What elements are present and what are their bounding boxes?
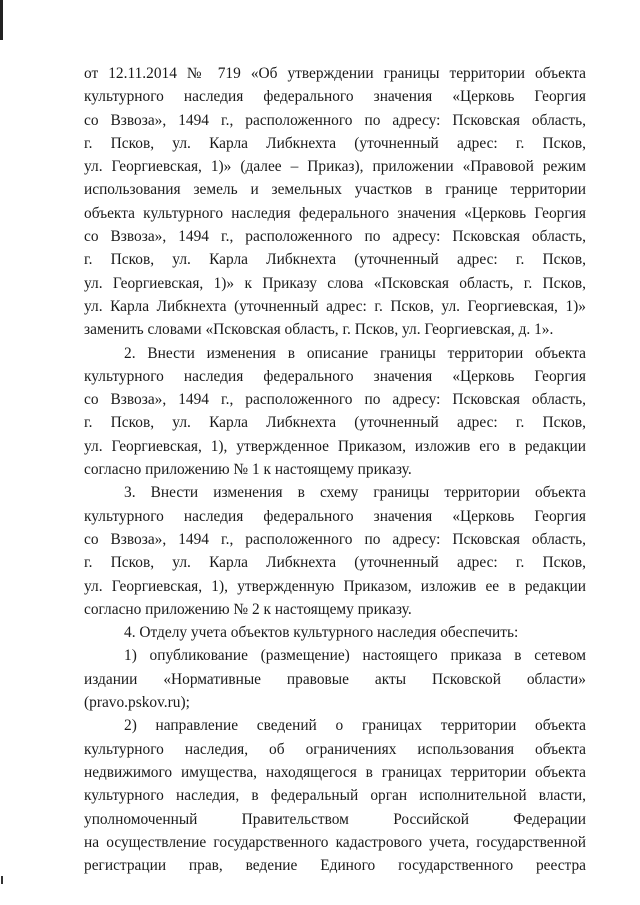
text-line: регистрации прав, ведение Единого государственного реестра (84, 857, 586, 875)
text-line: согласно приложению № 1 к настоящему приказу. (84, 461, 412, 479)
text-line: г. Псков, ул. Карла Либкнехта (уточненный адрес: г. Псков, (84, 414, 586, 432)
text-line: объекта культурного наследия федерального значения «Церковь Георгия (84, 204, 586, 222)
text-line: ул. Георгиевская, 1)» (далее – Приказ), приложении «Правовой режим (84, 158, 586, 176)
text-line: ул. Георгиевская, 1), утвержденную Приказом, изложив ее в редакции (84, 577, 586, 595)
text-line: использования земель и земельных участков в границе территории (84, 181, 586, 199)
text-line: культурного наследия федерального значения «Церковь Георгия (84, 88, 586, 106)
text-line: издании «Нормативные правовые акты Псковской области» (84, 670, 586, 688)
text-line: со Взвоза», 1494 г., расположенного по адресу: Псковская область, (84, 111, 586, 129)
text-line: культурного наследия федерального значения «Церковь Георгия (84, 507, 586, 525)
text-line: 3. Внести изменения в схему границы территории объекта (124, 484, 586, 502)
text-line: г. Псков, ул. Карла Либкнехта (уточненный адрес: г. Псков, (84, 134, 586, 152)
text-line: культурного наследия, об ограничениях использования объекта (84, 740, 586, 758)
text-line: г. Псков, ул. Карла Либкнехта (уточненный адрес: г. Псков, (84, 251, 586, 269)
text-line: заменить словами «Псковская область, г. Псков, ул. Георгиевская, д. 1». (84, 321, 554, 339)
text-line: 2) направление сведений о границах территории объекта (124, 717, 586, 735)
scan-dust-mark (1, 876, 3, 884)
text-line: ул. Карла Либкнехта (уточненный адрес: г. Псков, ул. Георгиевская, 1)» (84, 297, 586, 315)
text-line: ул. Георгиевская, 1)» к Приказу слова «Псковская область, г. Псков, (84, 274, 586, 292)
text-line: уполномоченный Правительством Российской Федерации (84, 810, 586, 828)
text-line: 1) опубликование (размещение) настоящего приказа в сетевом (124, 647, 586, 665)
text-line: со Взвоза», 1494 г., расположенного по адресу: Псковская область, (84, 228, 586, 246)
text-line: культурного наследия, в федеральный орган исполнительной власти, (84, 787, 586, 805)
text-line: на осуществление государственного кадастрового учета, государственной (84, 833, 586, 851)
text-line: со Взвоза», 1494 г., расположенного по адресу: Псковская область, (84, 530, 586, 548)
text-line: 4. Отделу учета объектов культурного наследия обеспечить: (124, 624, 519, 642)
text-line: недвижимого имущества, находящегося в границах территории объекта (84, 763, 586, 781)
scan-edge-mark (0, 0, 3, 40)
text-line: согласно приложению № 2 к настоящему приказу. (84, 600, 412, 618)
text-line: от 12.11.2014 № 719 «Об утверждении границы территории объекта (84, 65, 586, 82)
text-line: (pravo.pskov.ru); (84, 694, 190, 712)
text-line: 2. Внести изменения в описание границы территории объекта (124, 344, 586, 362)
text-line: со Взвоза», 1494 г., расположенного по адресу: Псковская область, (84, 391, 586, 409)
document-body (84, 62, 586, 877)
text-line: ул. Георгиевская, 1), утвержденное Приказом, изложив его в редакции (84, 437, 586, 455)
text-line: г. Псков, ул. Карла Либкнехта (уточненный адрес: г. Псков, (84, 554, 586, 572)
text-line: культурного наследия федерального значения «Церковь Георгия (84, 367, 586, 385)
